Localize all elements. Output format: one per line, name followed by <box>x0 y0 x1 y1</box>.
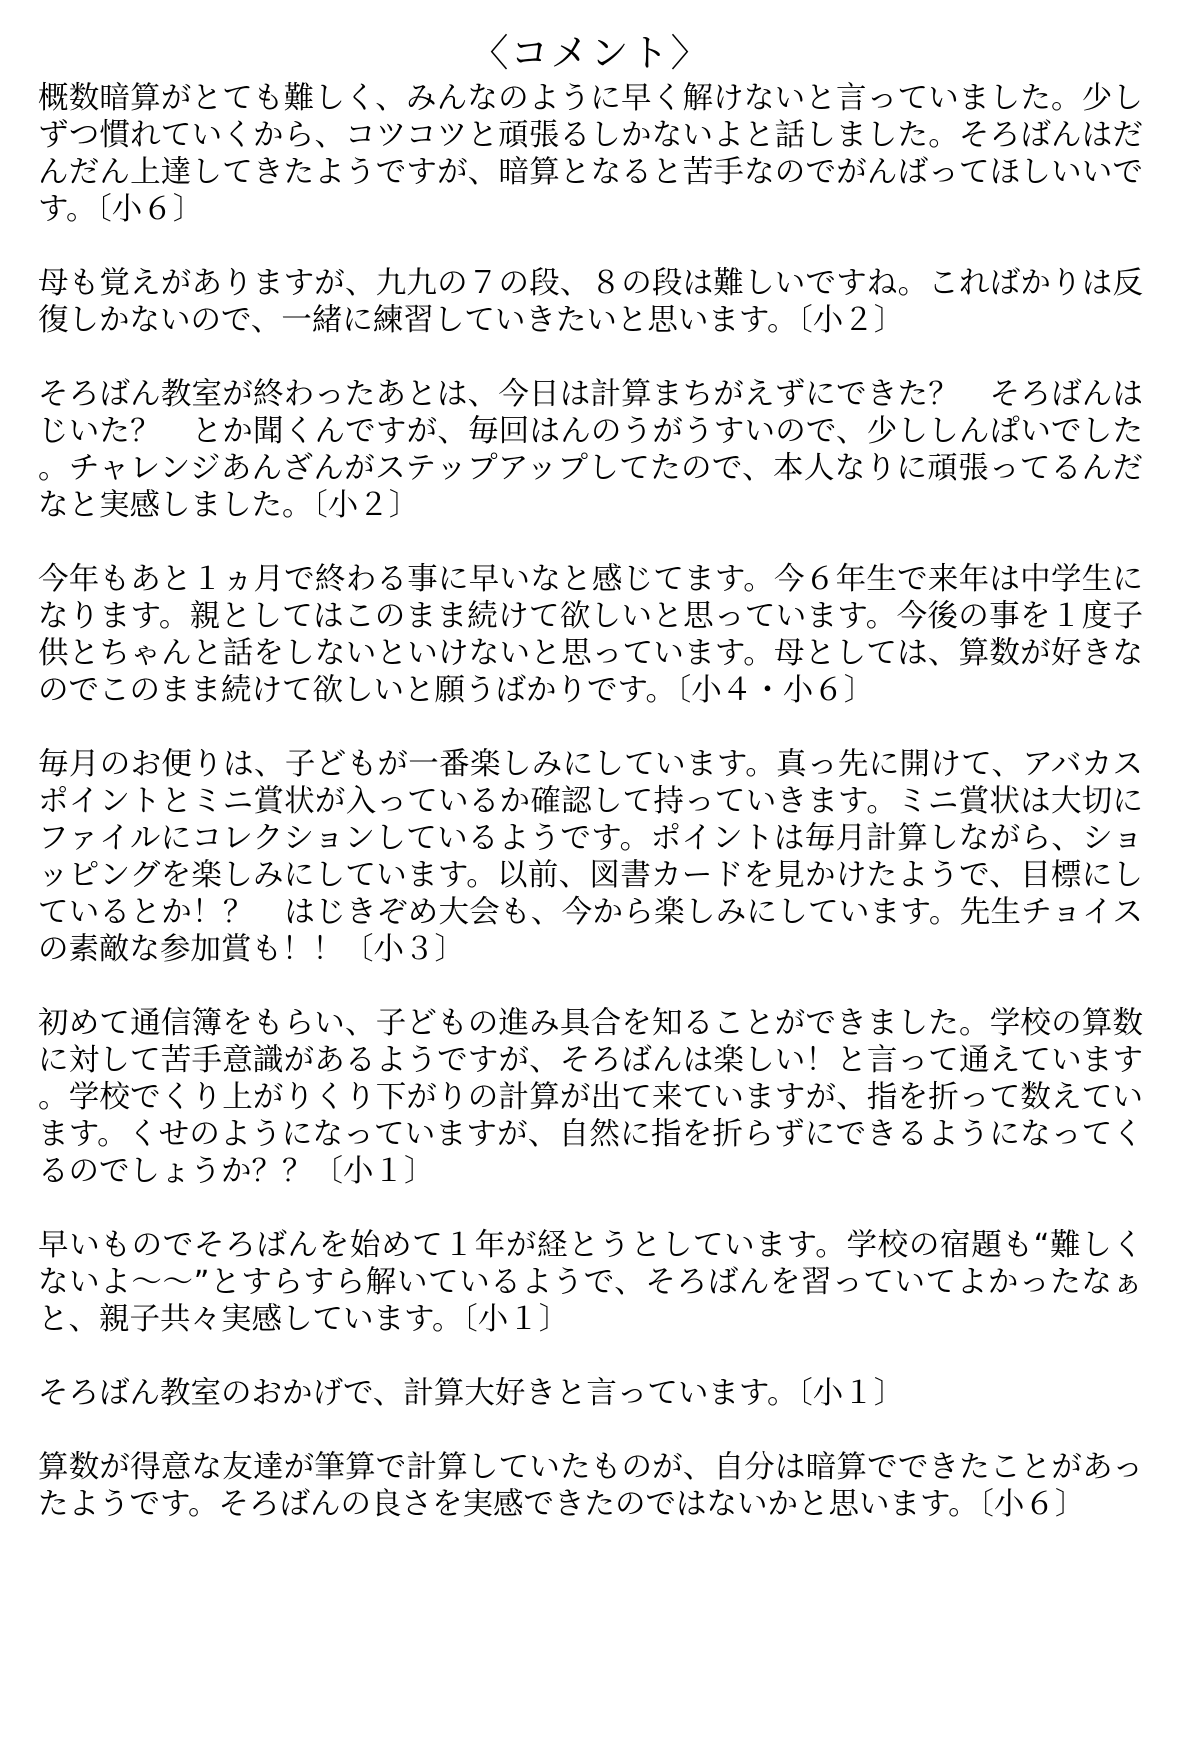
comment-paragraph: 早いものでそろばんを始めて１年が経とうとしています。学校の宿題も“難しくないよ〜〜”とすらすら解いているようで、そろばんを習っていてよかったなぁと、親子共々実感しています。〔小１〕 <box>38 1228 1143 1337</box>
comment-paragraph: 毎月のお便りは、子どもが一番楽しみにしています。真っ先に開けて、アバカスポイントとミニ賞状が入っているか確認して持っていきます。ミニ賞状は大切にファイルにコレクションしているようです。ポイントは毎月計算しながら、ショッピングを楽しみにしています。以前、図書カードを見かけたようで、目標にしているとか！？ はじきぞめ大会も、今から楽しみにしています。先生チョイスの素敵な参加賞も！！〔小３〕 <box>38 747 1143 967</box>
comment-paragraph: 初めて通信簿をもらい、子どもの進み具合を知ることができました。学校の算数に対して苦手意識があるようですが、そろばんは楽しい！と言って通えています。学校でくり上がりくり下がりの計算が出て来ていますが、指を折って数えています。くせのようになっていますが、自然に指を折らずにできるようになってくるのでしょうか？？〔小１〕 <box>38 1006 1143 1189</box>
comment-paragraph: そろばん教室が終わったあとは、今日は計算まちがえずにできた？ そろばんはじいた？ とか聞くんですが、毎回はんのうがうすいので、少ししんぱいでした。チャレンジあんざんがステップアップしてたので、本人なりに頑張ってるんだなと実感しました。〔小２〕 <box>38 377 1143 523</box>
comment-page <box>38 28 1143 1560</box>
comment-paragraph: そろばん教室のおかげで、計算大好きと言っています。〔小１〕 <box>38 1376 905 1411</box>
comment-paragraph: 母も覚えがありますが、九九の７の段、８の段は難しいですね。こればかりは反復しかないので、一緒に練習していきたいと思います。〔小２〕 <box>38 266 1143 338</box>
page-title: 〈コメント〉 <box>470 31 711 75</box>
comment-paragraph: 今年もあと１ヵ月で終わる事に早いなと感じてます。今６年生で来年は中学生になります。親としてはこのまま続けて欲しいと思っています。今後の事を１度子供とちゃんと話をしないといけないと思っています。母としては、算数が好きなのでこのまま続けて欲しいと願うばかりです。〔小４・小６〕 <box>38 562 1143 708</box>
comment-paragraph: 概数暗算がとても難しく、みんなのように早く解けないと言っていました。少しずつ慣れていくから、コツコツと頑張るしかないよと話しました。そろばんはだんだん上達してきたようですが、暗算となると苦手なのでがんばってほしいいです。〔小６〕 <box>38 81 1143 227</box>
comment-paragraph: 算数が得意な友達が筆算で計算していたものが、自分は暗算でできたことがあったようです。そろばんの良さを実感できたのではないかと思います。〔小６〕 <box>38 1450 1143 1522</box>
